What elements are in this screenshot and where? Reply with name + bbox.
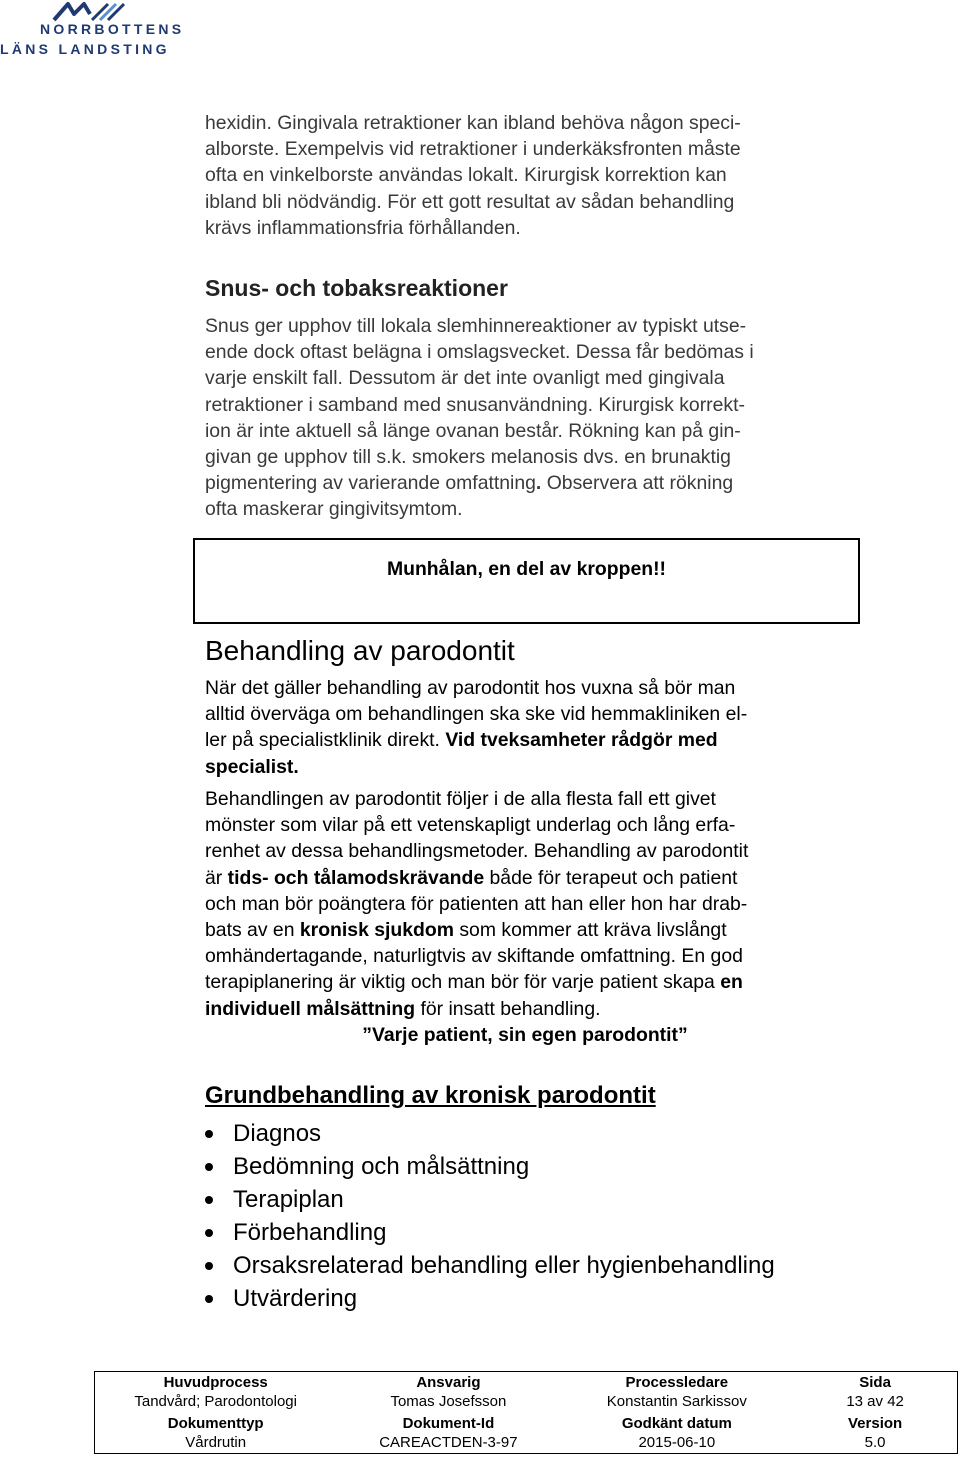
footer-label: Dokumenttyp [167,1414,264,1432]
text-line [205,996,845,1022]
text-line: och man bör poängtera för patienten att han eller hon har drab- [205,892,748,915]
list-item-label: Diagnos [233,1120,322,1147]
text-line [205,727,845,753]
snus-heading: Snus- och tobaksreaktioner [205,275,508,301]
behandling-paragraph-1 [205,675,845,780]
footer-cell [336,1413,560,1454]
bullet-icon [205,1262,213,1270]
text-line [205,917,845,943]
bullet-icon [205,1229,213,1237]
text-run-bold: individuell målsättning [205,997,416,1020]
list-item-label: Orsaksrelaterad behandling eller hygienbehandling [233,1252,775,1279]
text-run: terapiplanering är viktig och man bör för varje patient skapa [205,971,721,994]
text-line: renhet av dessa behandlingsmetoder. Behandling av parodontit [205,840,749,863]
behandling-paragraph-2 [205,786,845,1022]
text-line: ion är inte aktuell så länge ovanan består. Rökning kan på gin- [205,419,741,442]
text-run: pigmentering av varierande omfattning [205,472,536,495]
footer-cell [793,1372,957,1413]
logo-text-line1: NORRBOTTENS [40,21,185,37]
text-line: retraktioner i samband med snusanvändning. Kirurgisk korrekt- [205,393,745,416]
grundbehandling-list [205,1117,775,1315]
footer-label: Processledare [625,1374,729,1392]
text-run: för insatt behandling. [415,997,601,1020]
text-line [205,754,845,780]
text-run: både för terapeut och patient [484,866,738,889]
footer-cell [95,1413,336,1454]
norrbottens-logo [0,0,185,60]
callout-text: Munhålan, en del av kroppen!! [386,558,667,580]
text-run: Observera att rökning [541,472,734,495]
grundbehandling-heading: Grundbehandling av kronisk parodontit [205,1082,656,1109]
text-line: hexidin. Gingivala retraktioner kan ibland behöva någon speci- [205,112,741,134]
text-line: ende dock oftast belägna i omslagsvecket. Dessa får bedömas i [205,341,754,364]
text-line: När det gäller behandling av parodontit hos vuxna så bör man [205,677,736,699]
footer-value: Vårdrutin [185,1433,247,1451]
text-run-bold: specialist. [205,755,299,778]
footer-value: 13 av 42 [846,1393,904,1411]
document-footer [94,1371,958,1454]
footer-label: Ansvarig [416,1374,481,1392]
footer-label: Version [848,1414,903,1432]
footer-cell [560,1372,793,1413]
snus-paragraph [205,313,845,523]
text-line: ofta en vinkelborste användas lokalt. Kirurgisk korrektion kan [205,164,727,187]
text-line: ofta maskerar gingivitsymtom. [205,498,463,521]
footer-value: Tomas Josefsson [390,1393,507,1411]
footer-value: 2015-06-10 [638,1433,716,1451]
text-run: bats av en [205,919,300,942]
footer-value: 5.0 [864,1433,886,1451]
text-run: ler på specialistklinik direkt. [205,729,446,752]
bullet-icon [205,1196,213,1204]
text-run-bold: kronisk sjukdom [299,919,454,942]
footer-value: CAREACTDEN-3-97 [379,1433,518,1451]
footer-value: Konstantin Sarkissov [606,1393,747,1411]
text-line [205,470,845,496]
text-run-bold: tids- och tålamodskrävande [227,866,485,889]
callout-box [193,538,860,624]
list-item-label: Terapiplan [233,1186,344,1213]
footer-table [95,1372,957,1453]
text-run: som kommer att kräva livslångt [453,919,727,942]
bullet-icon [205,1130,213,1138]
footer-label: Sida [859,1374,891,1392]
list-item [205,1216,775,1249]
text-run-bold: . [535,472,542,495]
footer-label: Dokument-Id [402,1414,495,1432]
text-line: omhändertagande, naturligtvis av skiftande omfattning. En god [205,945,743,968]
list-item-label: Bedömning och målsättning [233,1153,530,1180]
text-line: Snus ger upphov till lokala slemhinnereaktioner av typiskt utse- [205,315,747,337]
text-line: givan ge upphov till s.k. smokers melanosis dvs. en brunaktig [205,446,731,469]
text-line [205,865,845,891]
quote-text: ”Varje patient, sin egen parodontit” [362,1024,688,1046]
text-line: ibland bli nödvändig. För ett gott resultat av sådan behandling [205,190,735,213]
footer-label: Godkänt datum [621,1414,732,1432]
footer-label: Huvudprocess [163,1374,268,1392]
list-item [205,1282,775,1315]
list-item [205,1117,775,1150]
list-item [205,1183,775,1216]
list-item [205,1150,775,1183]
text-run: är [205,866,228,889]
footer-cell [95,1372,336,1413]
list-item-label: Förbehandling [233,1219,387,1246]
bullet-icon [205,1163,213,1171]
text-line: alborste. Exempelvis vid retraktioner i underkäksfronten måste [205,138,741,161]
text-line: Behandlingen av parodontit följer i de alla flesta fall ett givet [205,788,716,810]
list-item-label: Utvärdering [233,1285,358,1312]
text-run-bold: en [720,971,743,994]
text-line: alltid överväga om behandlingen ska ske vid hemmakliniken el- [205,703,748,726]
text-run-bold: Vid tveksamheter rådgör med [445,729,718,752]
logo-text-line2: LÄNS LANDSTING [0,41,170,57]
behandling-heading: Behandling av parodontit [205,635,515,666]
text-line: varje enskilt fall. Dessutom är det inte ovanligt med gingivala [205,367,725,390]
list-item [205,1249,775,1282]
footer-cell [560,1413,793,1454]
footer-cell [793,1413,957,1454]
text-line: mönster som vilar på ett vetenskapligt underlag och lång erfa- [205,814,736,837]
bullet-icon [205,1295,213,1303]
text-line: krävs inflammationsfria förhållanden. [205,216,521,239]
footer-cell [336,1372,560,1413]
text-line [205,969,845,995]
intro-paragraph [205,110,845,241]
footer-value: Tandvård; Parodontologi [134,1393,297,1411]
